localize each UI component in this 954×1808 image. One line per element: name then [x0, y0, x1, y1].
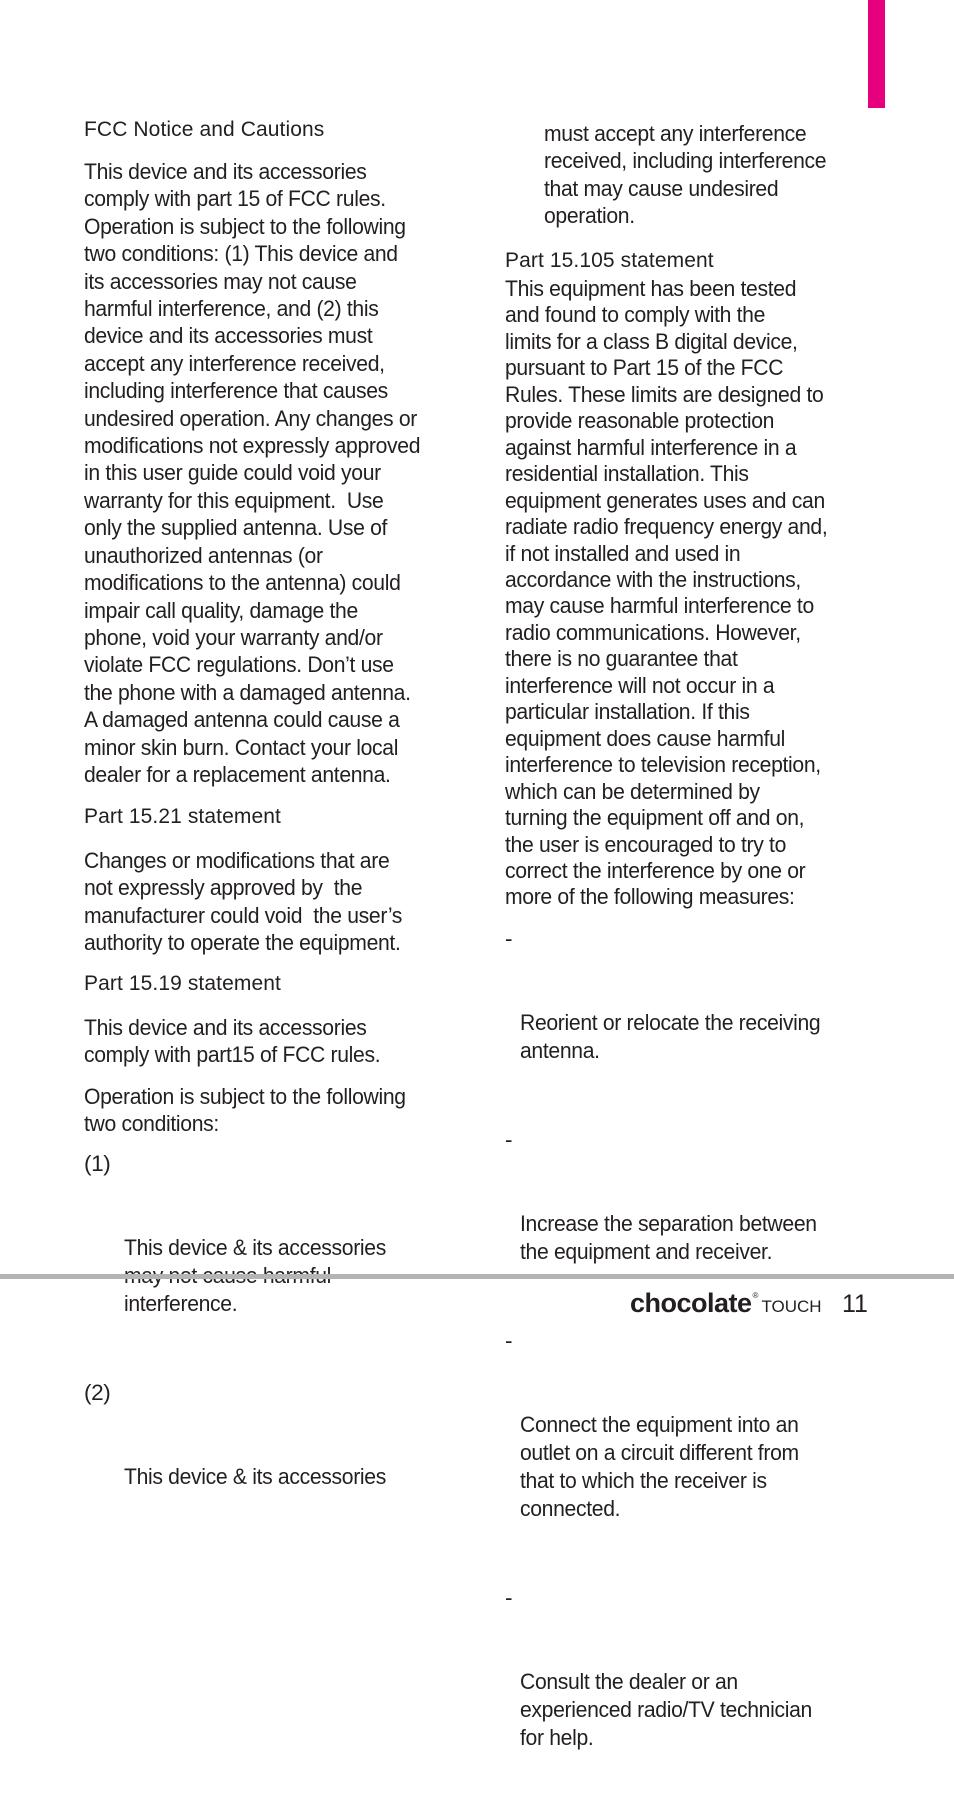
list-item — [84, 1379, 456, 1547]
footer-rule — [0, 1274, 954, 1279]
part-15-105-body: This equipment has been tested and found to comply with the limits for a class B digital device, pursuant to Part 15 of the FCC Rules. These limits are designed to provide reasonable protection against harmful interference in a residential installation. This equipment generates uses and can radiate radio frequency energy and, if not installed and used in accordance with the instructions, may cause harmful interference to radio communications. However, there is no guarantee that interference will not occur in a particular installation. If this equipment does cause harmful interference to television reception, which can be determined by turning the equipment off and on, the user is encouraged to try to correct the interference by one or more of the following measures: — [505, 276, 828, 910]
list-item — [84, 1150, 456, 1374]
list-item-text: Connect the equipment into an outlet on a circuit different from that to which the receiver is connected. — [520, 1412, 799, 1521]
fcc-notice-body: This device and its accessories comply with part 15 of FCC rules. Operation is subject to the following two conditions: (1) This device and its accessories may not cause harmful interference, and (2) this device and its accessories must accept any interference received, including interference that causes undesired operation. Any changes or modifications not expressly approved in this user guide could void your warranty for this equipment. Use only the supplied antenna. Use of unauthorized antennas (or modifications to the antenna) could impair call quality, damage the phone, void your warranty and/or violate FCC regulations. Don’t use the phone with a damaged antenna. A damaged antenna could cause a minor skin burn. Contact your local dealer for a replacement antenna. — [84, 159, 421, 787]
list-item — [505, 925, 877, 1121]
list-item-text: This device & its accessories interference. — [124, 1235, 386, 1316]
part-15-105-heading: Part 15.105 statement — [505, 249, 714, 272]
list-item-text: Increase the separation between the equipment and receiver. — [520, 1211, 817, 1264]
part-15-19-heading: Part 15.19 statement — [84, 972, 281, 995]
list-item-number: (1) — [84, 1151, 111, 1176]
condition-2-continued: must accept any interference received, including interference that may cause undesired operation. — [544, 121, 827, 229]
list-item-text: Consult the dealer or an experienced radio/TV technician for help. — [520, 1669, 812, 1750]
list-item-dash: - — [505, 1328, 513, 1353]
list-item-dash: - — [505, 1127, 513, 1152]
section-tab-marker — [868, 0, 885, 108]
page-number: 11 — [842, 1290, 868, 1318]
conditions-list — [84, 1150, 456, 1547]
list-item-text: This device & its accessories — [124, 1464, 386, 1489]
list-item-number: (2) — [84, 1380, 111, 1405]
fcc-notice-heading: FCC Notice and Cautions — [84, 118, 325, 141]
part-15-21-body: Changes or modifications that are not expressly approved by the manufacturer could void the user’s authority to operate the equipment. — [84, 848, 403, 956]
brand-model: TOUCH — [761, 1297, 822, 1316]
list-item-text: Reorient or relocate the receiving antenna. — [520, 1010, 821, 1063]
registered-mark: ® — [752, 1291, 759, 1300]
list-item-dash: - — [505, 1585, 513, 1610]
list-item — [505, 1584, 877, 1808]
list-item-dash: - — [505, 926, 513, 951]
measures-list — [505, 925, 877, 1808]
part-15-19-body-2: Operation is subject to the following two conditions: — [84, 1084, 406, 1137]
brand-name: chocolate — [630, 1288, 752, 1318]
part-15-19-body-1: This device and its accessories comply with part15 of FCC rules. — [84, 1015, 381, 1068]
brand-logo — [630, 1288, 822, 1319]
part-15-21-heading: Part 15.21 statement — [84, 805, 281, 828]
list-item — [505, 1327, 877, 1579]
